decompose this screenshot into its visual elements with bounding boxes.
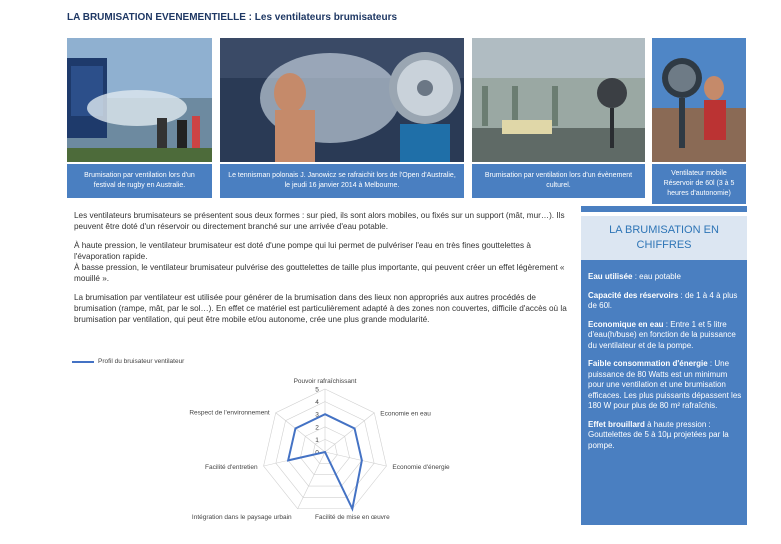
- sidebar-item-label: Capacité des réservoirs: [588, 290, 679, 300]
- grid-spoke: [298, 449, 325, 509]
- chart-legend: [72, 358, 184, 365]
- paragraph-high-pressure: À haute pression, le ventilateur brumisateur est doté d'une pompe qui lui permet de pulvériser l'eau en très fines gouttelettes à l'évaporation rapide.: [74, 240, 531, 261]
- sidebar-heading: [581, 216, 747, 260]
- photo-tennis-player: [220, 38, 464, 162]
- axis-label: Economie d'énergie: [392, 464, 450, 472]
- tick-label: 4: [315, 399, 319, 407]
- tick-label: 3: [315, 411, 319, 419]
- axis-label: Economie en eau: [380, 410, 431, 418]
- sidebar-heading-line2: CHIFFRES: [636, 239, 692, 251]
- sidebar-item-text: à haute pression : Gouttelettes de 5 à 10µ projetées par la pompe.: [588, 419, 729, 450]
- caption-cultural: Brumisation par ventilation lors d'un évènement culturel.: [472, 164, 645, 198]
- photo-mobile-fan: [652, 38, 746, 162]
- sidebar-item: [588, 359, 742, 412]
- sidebar-item-text: : de 1 à 4 à plus de 60l.: [588, 290, 738, 310]
- axis-label: Facilité de mise en œuvre: [314, 513, 390, 521]
- sidebar-item-text: : eau potable: [632, 272, 681, 281]
- caption-tennis: Le tennisman polonais J. Janowicz se rafraichit lors de l'Open d'Australie, le jeudi 16 janvier 2014 à Melbourne.: [220, 164, 464, 198]
- photo-cultural-event: [472, 38, 645, 162]
- sidebar-item-label: Faible consommation d'énergie: [588, 359, 708, 368]
- sidebar-heading-line1: LA BRUMISATION EN: [609, 224, 719, 236]
- page-title: LA BRUMISATION EVENEMENTIELLE : Les ventilateurs brumisateurs: [67, 12, 398, 23]
- sidebar-item-text: : Une puissance de 80 Watts est un minimum pour une ventilation et une brumisation efficaces. Les plus puissants dépassent les 180 W pour plus de 80 m² rafraîchis.: [588, 359, 742, 410]
- sidebar-item: [588, 272, 742, 283]
- legend-label: Profil du bruisateur ventilateur: [98, 358, 185, 365]
- tick-label: 0: [315, 449, 319, 457]
- sidebar-item-label: Economique en eau: [588, 319, 664, 329]
- legend-swatch: [72, 361, 94, 363]
- sidebar-item-text: : Entre 1 et 5 litre d'eau(h/buse) en fonction de la puissance du ventilateur et de la pompe.: [588, 319, 736, 350]
- paragraph-low-pressure: À basse pression, le ventilateur brumisateur pulvérise des gouttelettes de taille plus importante, qui peuvent créer un effet légèrement « mouillé ».: [74, 263, 565, 284]
- tick-label: 2: [315, 424, 319, 432]
- sidebar-item-label: Eau utilisée: [588, 272, 633, 281]
- tick-label: 5: [315, 386, 319, 394]
- caption-rugby: Brumisation par ventilation lors d'un festival de rugby en Australie.: [67, 164, 212, 198]
- sidebar-top-bar: [581, 206, 747, 212]
- radar-chart: [160, 372, 490, 532]
- axis-label: Pouvoir rafraîchissant: [293, 378, 357, 385]
- axis-label: Respect de l'environnement: [189, 409, 270, 417]
- sidebar-item-label: Effet brouillard: [588, 419, 645, 429]
- sidebar-item: [588, 320, 742, 352]
- photo-rugby-festival: [67, 38, 212, 162]
- sidebar-item: [588, 291, 742, 312]
- paragraph-forms: Les ventilateurs brumisateurs se présentent sous deux formes : sur pied, ils sont alors mobiles, ou fixés sur un support (mât, mur…). Ils peuvent être doté d'un réservoir ou directement branché sur une arrivée d'eau potable.: [74, 211, 565, 232]
- axis-label: Facilité d'entretien: [205, 464, 258, 472]
- body-text: [74, 210, 572, 333]
- caption-mobile-fan: Ventilateur mobile Réservoir de 60l (3 à 5 heures d'autonomie): [652, 164, 746, 204]
- axis-label: Intégration dans le paysage urbain: [191, 513, 292, 521]
- sidebar-item: [588, 420, 742, 452]
- paragraph-usage: La brumisation par ventilateur est utilisée pour générer de la brumisation dans des lieux non appropriés aux autres procédés de brumisation (rampe, mât, par le sol…). En effet ce matériel est particulièrement adapté à des zones non couvertes, difficile d'accès où la brumisation par ventilation, qui peut être mobile et/ou autonome, crée une plus grande modularité.: [74, 292, 567, 325]
- sidebar-content: [588, 272, 742, 459]
- tick-label: 1: [315, 436, 319, 444]
